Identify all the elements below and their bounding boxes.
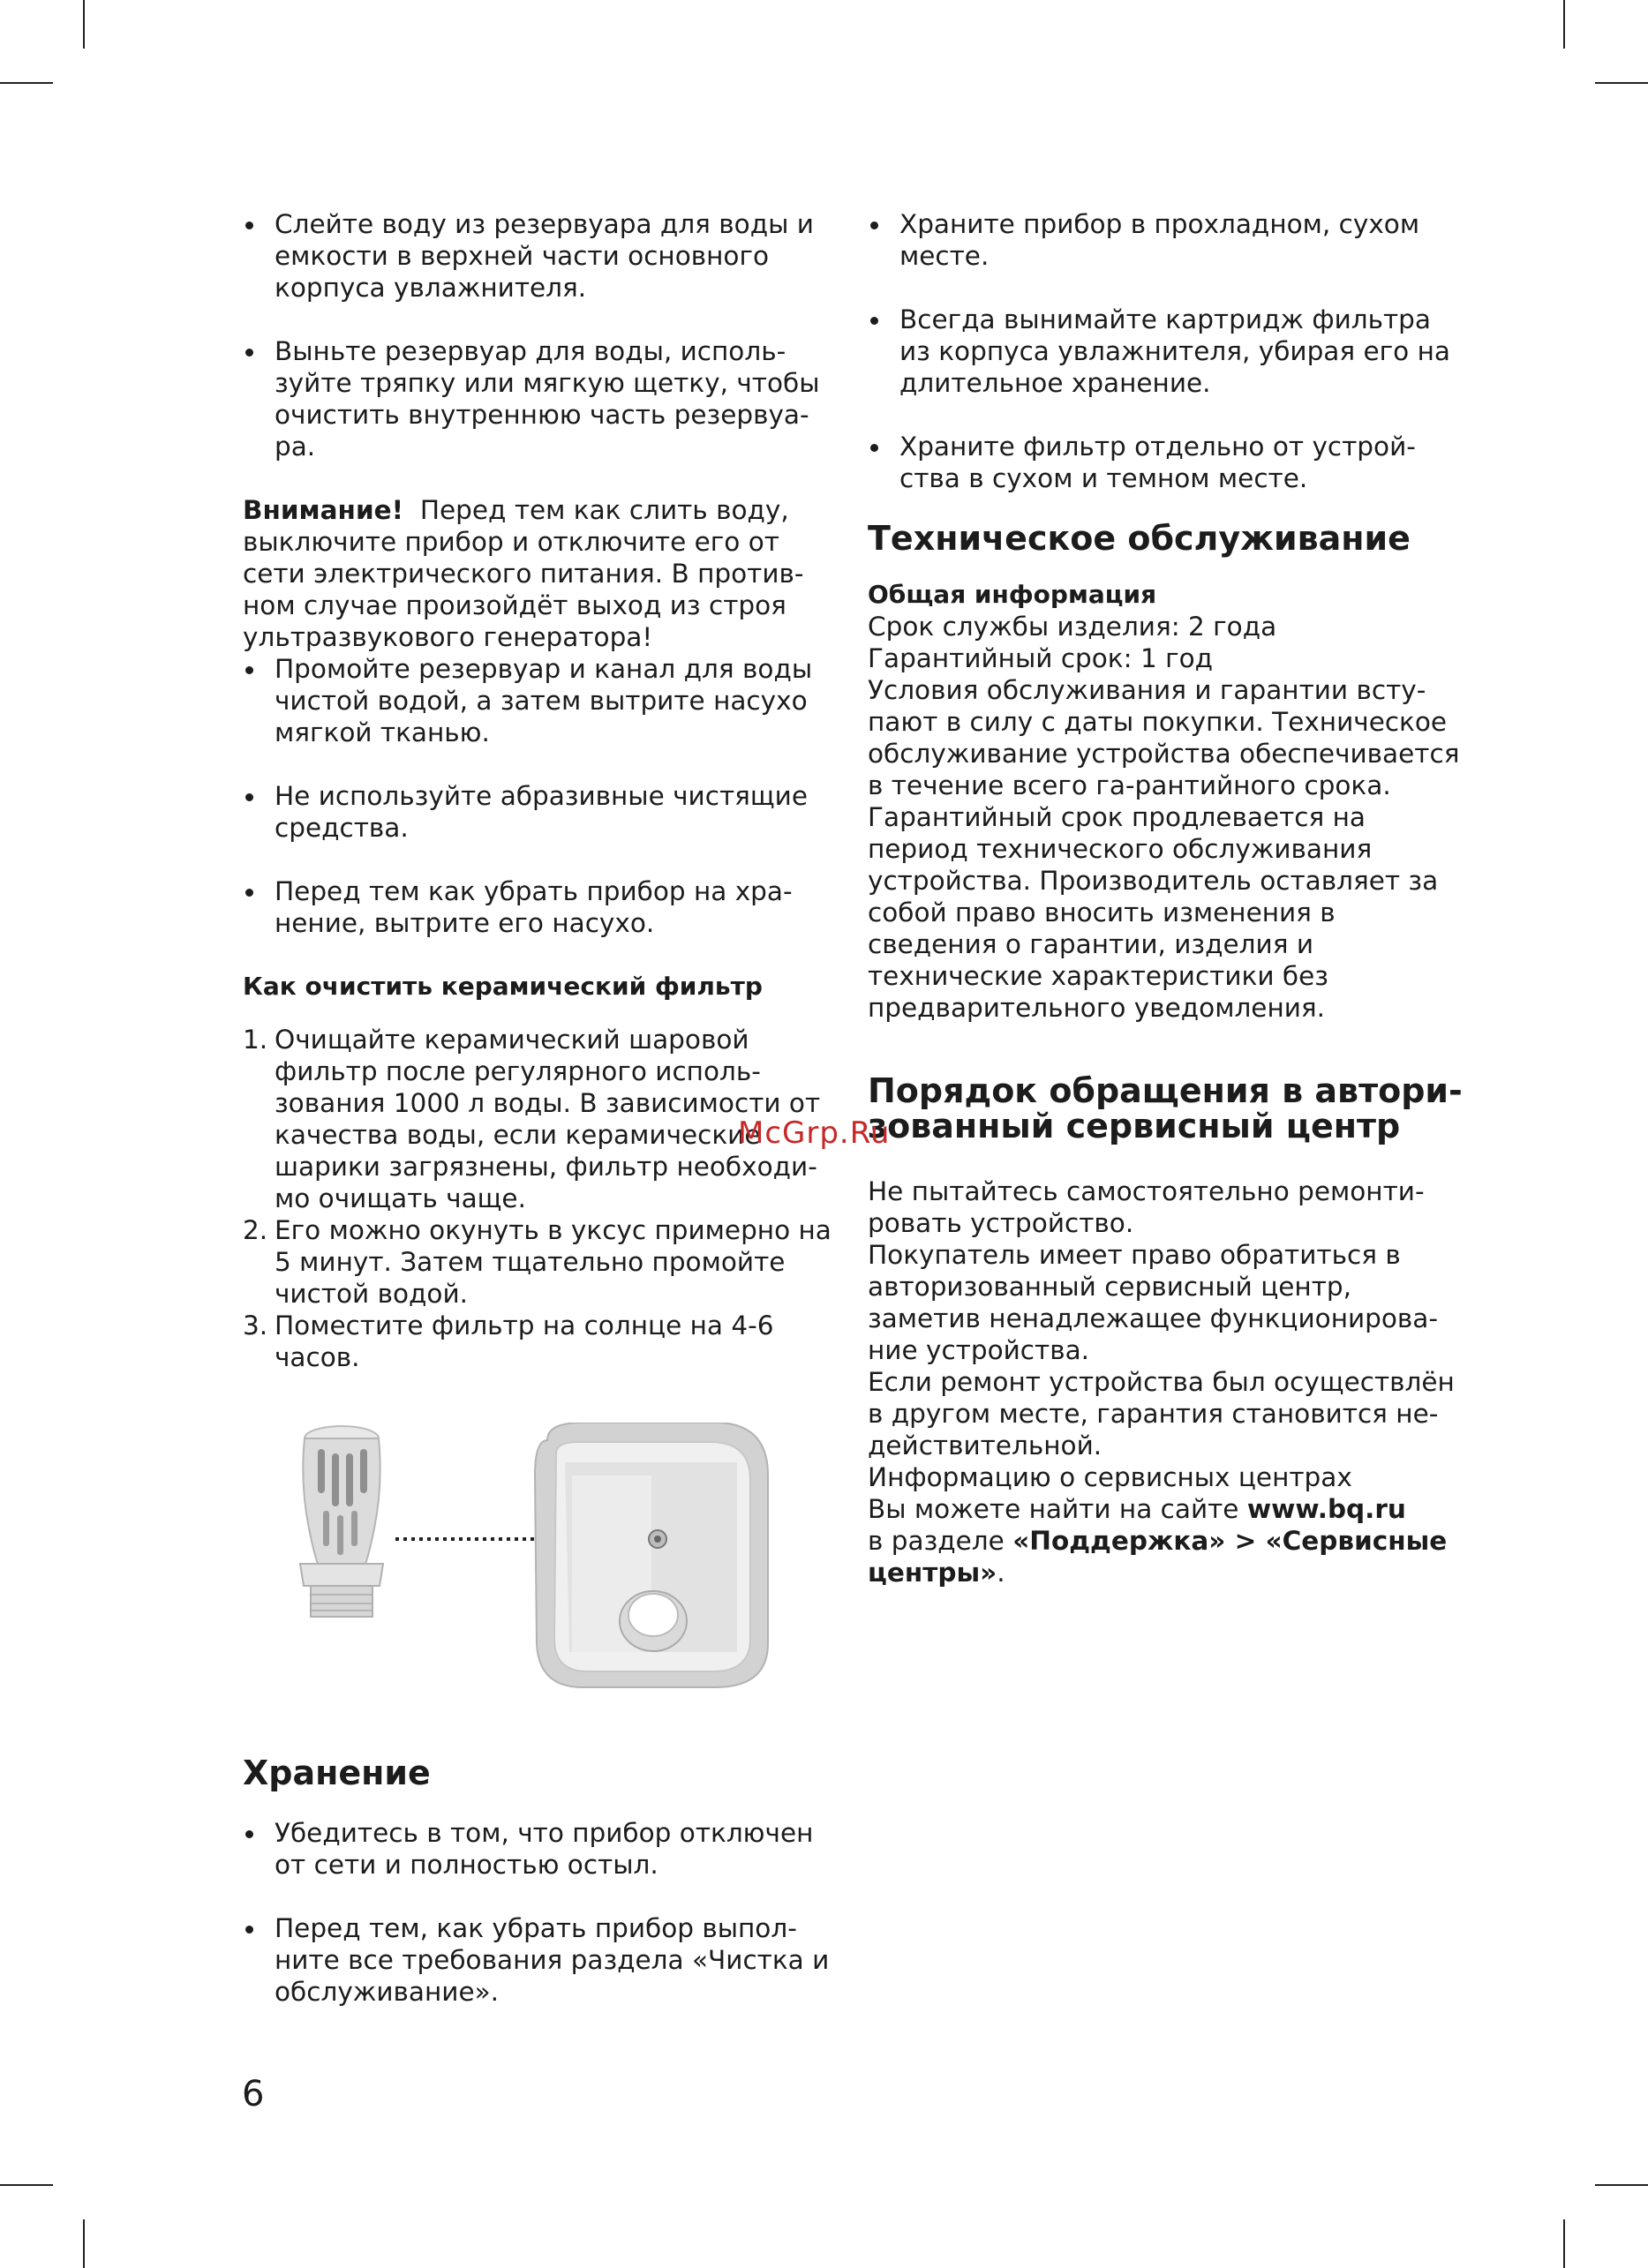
service-paragraph <box>868 1525 1468 1588</box>
left-column <box>243 208 843 1373</box>
step-item <box>243 1310 843 1373</box>
section-text: в разделе <box>868 1526 1005 1556</box>
service-paragraph: Если ремонт устройства был осуществлён в другом месте, гарантия становится не-действительной. <box>868 1367 1455 1461</box>
bullet-item: Всегда вынимайте картридж фильтра из корпуса увлажнителя, убирая его на длительное хранение. <box>868 304 1468 399</box>
ceramic-filter-icon <box>300 1426 383 1617</box>
service-paragraph <box>868 1493 1468 1525</box>
service-center-heading: Порядок обращения в автори-зованный сервисный центр <box>868 1071 1463 1145</box>
filter-steps <box>243 1024 843 1373</box>
bullet-item: Перед тем как убрать прибор на хра-нение, вытрите его насухо. <box>243 875 843 939</box>
service-paragraph: Покупатель имеет право обратиться в авторизованный сервисный центр, заметив ненадлежащее функционирова-ние устройства. <box>868 1240 1439 1365</box>
crop-mark <box>83 2219 85 2268</box>
warning-text: Перед тем как слить воду, выключите прибор и отключите его от сети электрического питания. В против-ном случае произойдёт выход из строя ультразвукового генератора! <box>243 495 804 652</box>
support-path: «Поддержка» > «Сервисные центры» <box>868 1526 1448 1588</box>
watermark: McGrp.Ru <box>738 1115 891 1151</box>
bullet-item: Выньте резервуар для воды, исполь-зуйте тряпку или мягкую щетку, чтобы очистить внутреннюю часть резервуа-ра. <box>243 335 843 462</box>
bullet-item: Убедитесь в том, что прибор отключен от сети и полностью остыл. <box>243 1817 843 1881</box>
step-number: 3. <box>243 1310 268 1341</box>
step-text: Его можно окунуть в уксус примерно на 5 минут. Затем тщательно промойте чистой водой. <box>275 1215 832 1309</box>
crop-mark <box>1595 2184 1648 2186</box>
crop-mark <box>1563 2219 1565 2268</box>
step-text: Очищайте керамический шаровой фильтр после регулярного исполь-зования 1000 л воды. В зависимости от качества воды, если керамические шарики загрязнены, фильтр необходи-мо очищать чаще. <box>275 1025 821 1213</box>
bullet-item: Не используйте абразивные чистящие средства. <box>243 780 843 844</box>
service-life: Срок службы изделия: 2 года <box>868 612 1277 642</box>
site-link[interactable]: www.bq.ru <box>1246 1494 1406 1524</box>
bullet-item: Слейте воду из резервуара для воды и емкости в верхней части основного корпуса увлажнителя. <box>243 208 843 304</box>
warranty-period: Гарантийный срок: 1 год <box>868 643 1214 673</box>
cleaning-bullets-mid <box>243 653 843 939</box>
service-paragraph: Не пытайтесь самостоятельно ремонти-ровать устройство. <box>868 1176 1425 1238</box>
storage-bullets-continued <box>868 208 1468 494</box>
crop-mark <box>0 2184 53 2186</box>
crop-mark <box>1595 82 1648 84</box>
general-info-heading: Общая информация <box>868 580 1157 609</box>
step-item <box>243 1214 843 1310</box>
site-text: Вы можете найти на сайте <box>868 1494 1239 1524</box>
crop-mark <box>0 82 53 84</box>
warning-paragraph <box>243 494 843 653</box>
step-number: 2. <box>243 1215 268 1245</box>
maintenance-heading: Техническое обслуживание <box>868 519 1411 558</box>
storage-section <box>243 1755 843 2008</box>
bullet-item: Промойте резервуар и канал для воды чистой водой, а затем вытрите насухо мягкой тканью. <box>243 653 843 748</box>
filter-heading: Как очистить керамический фильтр <box>243 972 763 1001</box>
bullet-item: Храните фильтр отдельно от устрой-ства в сухом и темном месте. <box>868 431 1468 494</box>
period: . <box>997 1558 1005 1588</box>
step-text: Поместите фильтр на солнце на 4-6 часов. <box>275 1310 774 1372</box>
service-paragraph: Информацию о сервисных центрах <box>868 1462 1352 1492</box>
cleaning-bullets-top <box>243 208 843 462</box>
bullet-item: Храните прибор в прохладном, сухом месте. <box>868 208 1468 272</box>
storage-heading: Хранение <box>243 1754 431 1792</box>
storage-bullets <box>243 1817 843 2008</box>
water-tank-icon <box>535 1423 768 1687</box>
bullet-item: Перед тем, как убрать прибор выпол-ните все требования раздела «Чистка и обслуживание». <box>243 1912 843 2008</box>
step-number: 1. <box>243 1025 268 1055</box>
crop-mark <box>83 0 85 49</box>
warning-label: Внимание! <box>243 495 404 525</box>
page-number: 6 <box>242 2074 265 2114</box>
crop-mark <box>1563 0 1565 49</box>
right-column <box>868 208 1468 1588</box>
warranty-conditions: Условия обслуживания и гарантии всту-пают в силу с даты покупки. Техническое обслуживание устройства обеспечивается в течение всего га-рантийного срока. Гарантийный срок продлевается на период технического обслуживания устройства. Производитель оставляет за собой право вносить изменения в сведения о гарантии, изделия и технические характеристики без предварительного уведомления. <box>868 675 1460 1023</box>
filter-tank-illustration <box>291 1423 786 1696</box>
